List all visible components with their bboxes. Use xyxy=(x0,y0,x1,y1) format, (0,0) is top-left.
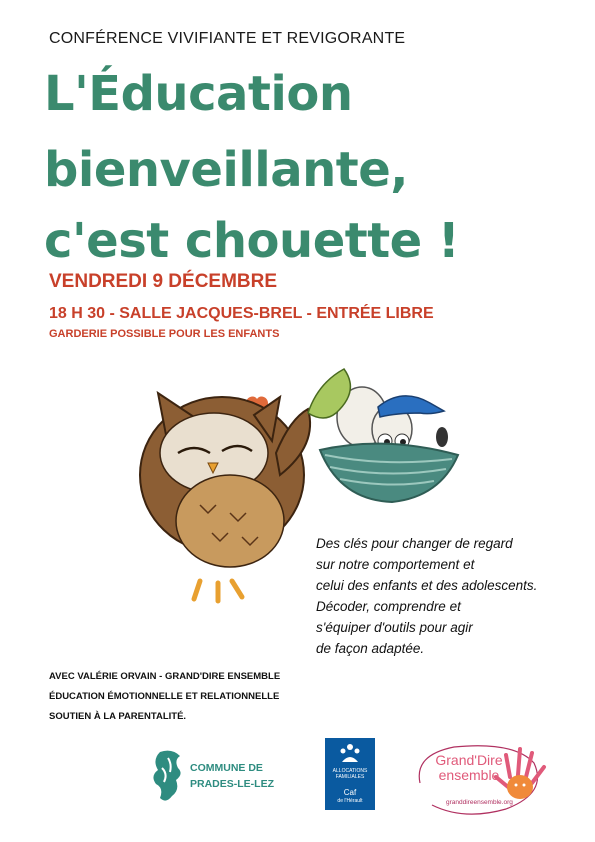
description-line: Des clés pour changer de regard xyxy=(316,536,513,551)
kicker-text: CONFÉRENCE VIVIFIANTE ET REVIGORANTE xyxy=(49,30,406,47)
grand-dire-line: ensemble xyxy=(438,767,500,783)
grand-dire-name xyxy=(414,753,524,783)
title-line-3: c'est chouette ! xyxy=(44,213,460,269)
title-line-1: L'Éducation xyxy=(44,66,353,122)
caf-line: de l'Hérault xyxy=(337,798,363,804)
grand-dire-url: granddireensemble.org xyxy=(446,799,513,806)
description-line: de façon adaptée. xyxy=(316,641,425,656)
caf-logo xyxy=(325,738,375,810)
description-line: sur notre comportement et xyxy=(316,557,475,572)
grand-dire-line: Grand'Dire xyxy=(435,752,503,768)
event-date: VENDREDI 9 DÉCEMBRE xyxy=(49,271,278,292)
municipality-line: PRADES-LE-LEZ xyxy=(190,778,274,790)
municipality-name xyxy=(190,760,274,792)
description-block xyxy=(316,533,592,659)
title-line-2: bienveillante, xyxy=(44,142,409,198)
municipality-line: COMMUNE DE xyxy=(190,762,263,774)
description-line: s'équiper d'outils pour agir xyxy=(316,620,473,635)
caf-line: FAMILIALES xyxy=(335,774,365,780)
event-time-place: 18 H 30 - SALLE JACQUES-BREL - ENTRÉE LIBRE xyxy=(49,305,434,322)
caf-line: Caf xyxy=(343,788,357,797)
credits-block xyxy=(49,667,280,727)
event-daycare: GARDERIE POSSIBLE POUR LES ENFANTS xyxy=(49,328,280,340)
caf-logo-icon xyxy=(338,742,362,764)
grand-dire-logo xyxy=(410,733,560,823)
description-line: celui des enfants et des adolescents. xyxy=(316,578,538,593)
municipality-logo-icon xyxy=(150,748,186,806)
credits-line: SOUTIEN À LA PARENTALITÉ. xyxy=(49,711,187,722)
credits-line: ÉDUCATION ÉMOTIONNELLE ET RELATIONNELLE xyxy=(49,691,280,702)
description-line: Décoder, comprendre et xyxy=(316,599,461,614)
credits-line: AVEC VALÉRIE ORVAIN - GRAND'DIRE ENSEMBLE xyxy=(49,671,281,682)
caf-line: ALLOCATIONS xyxy=(332,768,368,774)
